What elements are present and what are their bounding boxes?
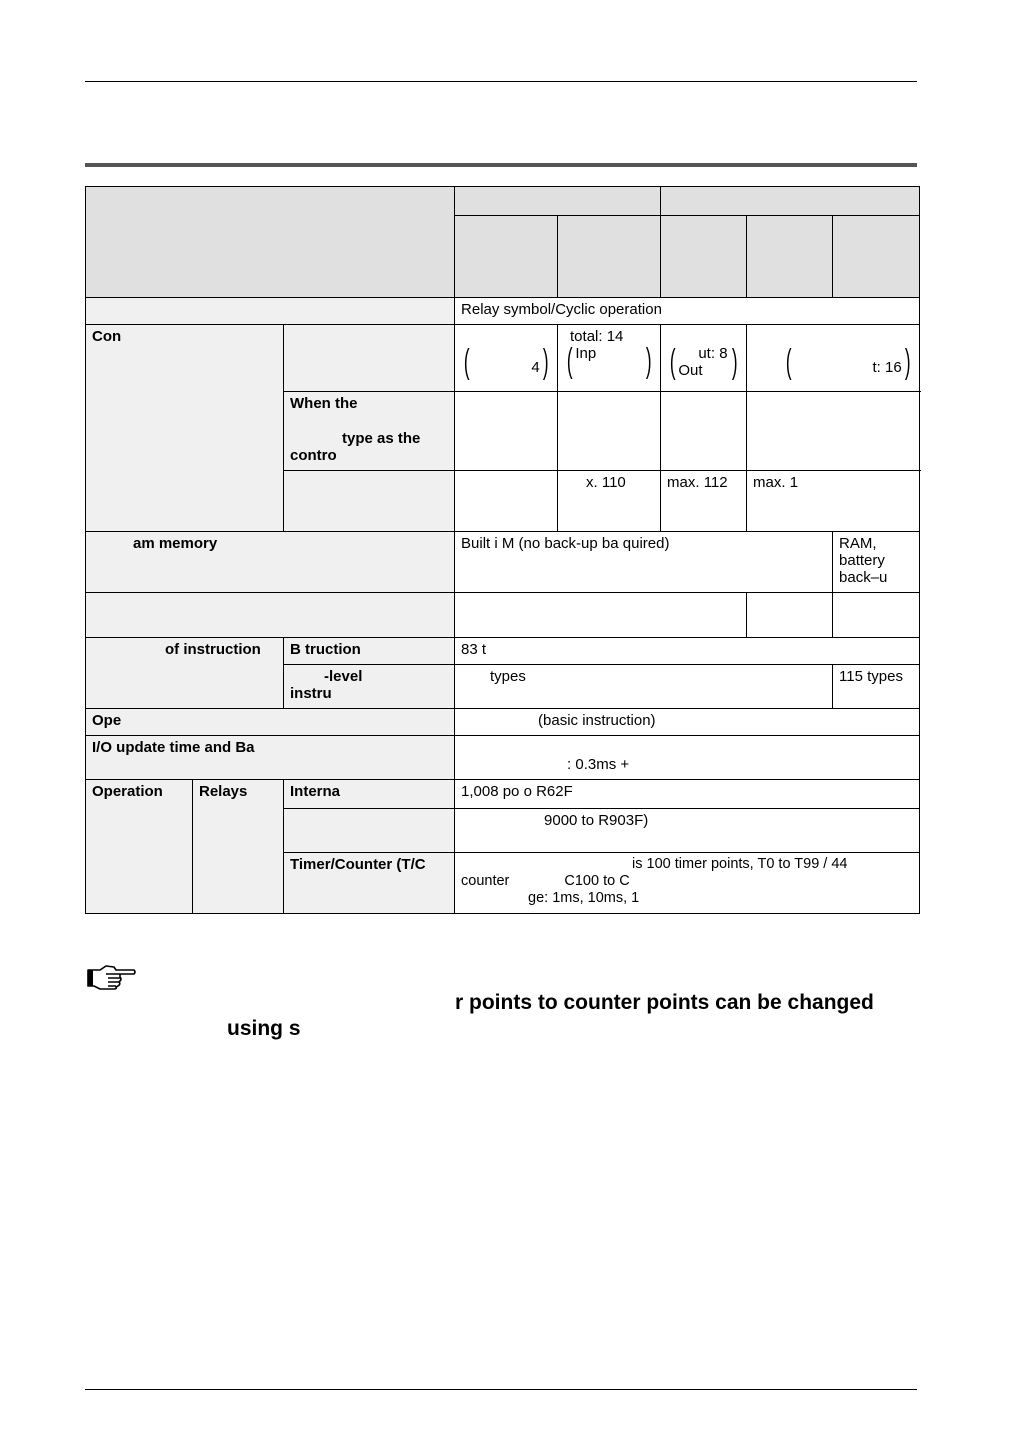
value-program-capacity-1 — [455, 593, 747, 638]
value-program-capacity-2 — [747, 593, 833, 638]
label-program-capacity — [86, 593, 455, 638]
header-group-2 — [661, 187, 920, 216]
value-io-exp-3 — [661, 392, 747, 471]
header-rule — [85, 81, 917, 82]
value-high-level-instruction-last: 115 types — [833, 665, 920, 709]
row-internal-relays — [86, 780, 920, 809]
label-io-expansion: When the type as the contro — [284, 392, 455, 471]
row-program-capacity — [86, 593, 920, 638]
value-io-model-2: total: 14 ( Inp ) — [558, 325, 661, 392]
label-programming-method — [86, 298, 455, 325]
value-io-model-4-5: ( t: 16 ) — [747, 325, 920, 392]
value-special-relay: 9000 to R903F) — [455, 809, 920, 853]
header-group-1 — [455, 187, 661, 216]
header-row-1 — [86, 187, 920, 216]
value-io-exp-1 — [455, 392, 558, 471]
label-io-update: I/O update time and Ba — [86, 736, 455, 780]
value-io-model-3: ( ut: 8 Out ) — [661, 325, 747, 392]
value-io-update: : 0.3ms + — [455, 736, 920, 780]
header-model-1 — [455, 216, 558, 298]
row-io-update — [86, 736, 920, 780]
value-program-capacity-3 — [833, 593, 920, 638]
value-io-model-1: ( 4 ) — [455, 325, 558, 392]
header-model-5 — [833, 216, 920, 298]
value-program-memory: Built i M (no back-up ba quired) — [455, 532, 833, 593]
note-line-2: using s — [227, 1017, 301, 1040]
label-program-memory: am memory — [86, 532, 455, 593]
label-io-basic — [284, 325, 455, 392]
row-programming-method — [86, 298, 920, 325]
value-timer-counter: is 100 timer points, T0 to T99 / 44 counter C100 to C ge: 1ms, 10ms, 1 — [455, 853, 920, 914]
note-line-1: r points to counter points can be changed — [455, 991, 874, 1014]
spec-table — [85, 186, 920, 914]
label-basic-instruction: B truction — [284, 638, 455, 665]
footer-rule — [85, 1389, 917, 1390]
value-high-level-instruction: types — [455, 665, 833, 709]
value-program-memory-ram: RAM, battery back–u — [833, 532, 920, 593]
label-timer-counter: Timer/Counter (T/C — [284, 853, 455, 914]
value-operation-speed: (basic instruction) — [455, 709, 920, 736]
value-internal-relay: 1,008 po o R62F — [455, 780, 920, 809]
value-io-max-3: max. 112 — [661, 471, 747, 532]
value-programming-method: Relay symbol/Cyclic operation — [455, 298, 920, 325]
header-model-4 — [747, 216, 833, 298]
value-io-exp-4-5 — [747, 392, 920, 471]
header-item-cell — [86, 187, 455, 298]
label-high-level-instruction: -level instru — [284, 665, 455, 709]
header-model-2 — [558, 216, 661, 298]
header-model-3 — [661, 216, 747, 298]
row-controllable-io-1 — [86, 325, 920, 392]
pointing-hand-icon — [86, 962, 136, 990]
value-io-max-1 — [455, 471, 558, 532]
label-operation-speed: Ope — [86, 709, 455, 736]
row-program-memory — [86, 532, 920, 593]
label-operation-memory: Operation — [86, 780, 193, 914]
label-relays: Relays — [193, 780, 284, 914]
value-basic-instruction: 83 t — [455, 638, 920, 665]
label-internal-relay: Interna — [284, 780, 455, 809]
value-io-max-4-5: max. 1 — [747, 471, 920, 532]
label-special-relay — [284, 809, 455, 853]
row-operation-speed — [86, 709, 920, 736]
label-instructions: of instruction — [86, 638, 284, 709]
value-io-max-2: x. 110 — [558, 471, 661, 532]
label-io-max — [284, 471, 455, 532]
section-rule — [85, 163, 917, 167]
value-io-exp-2 — [558, 392, 661, 471]
label-controllable-io: Con — [86, 325, 284, 532]
row-instructions-basic — [86, 638, 920, 665]
